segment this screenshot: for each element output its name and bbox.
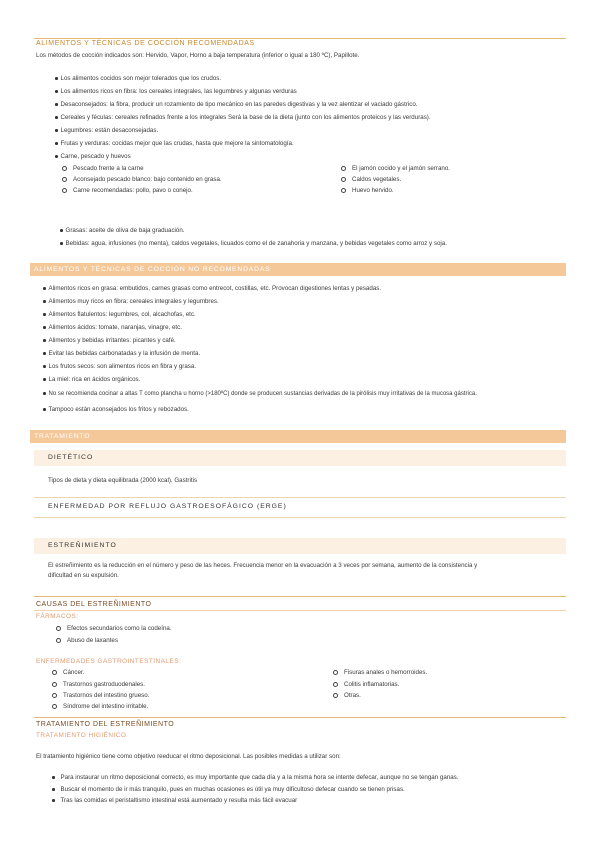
list-item: No se recomienda cocinar a altas T como plancha u horno (>180ºC) donde se producen sustancias derivadas de la pirólisis muy irritativas de la mucosa gástrica. <box>43 390 477 398</box>
enfermedades-label: ENFERMEDADES GASTROINTESTINALES: <box>36 658 182 665</box>
bullet-icon <box>43 352 46 355</box>
treatment-estr-title: TRATAMIENTO DEL ESTREÑIMIENTO <box>36 721 175 728</box>
list-item: Bebidas: agua, infusiones (no menta), caldos vegetales, licuados como el de zanahoria y manzana, y bebidas vegetales como arroz y soja. <box>60 240 447 248</box>
circle-bullet-icon <box>52 693 57 698</box>
list-item: Cereales y féculas: cereales refinados frente a los integrales Será la base de la dieta (junto con los alimentos proteicos y las verduras). <box>55 114 431 122</box>
list-item: Alimentos ricos en grasa: embutidos, carnes grasas como entrecot, costillas, etc. Provocan digestiones lentas y pesadas. <box>43 285 381 293</box>
sub-list-item: Trastornos gastroduodenales. <box>52 681 145 689</box>
circle-bullet-icon <box>341 177 346 182</box>
list-item: Los frutos secos: son alimentos ricos en fibra y grasa. <box>43 363 196 371</box>
sub-list-item: Otras. <box>333 692 361 700</box>
bullet-icon <box>43 378 46 381</box>
bullet-icon <box>55 142 58 145</box>
list-item: Los alimentos cocidos son mejor tolerados que los crudos. <box>55 75 221 83</box>
list-item: Buscar el momento de ir más tranquilo, pues en muchas ocasiones es útil ya muy dificultoso defecar cuando se tienen prisas. <box>52 786 405 794</box>
list-item: Los alimentos ricos en fibra: los cereales integrales, las legumbres y algunas verduras <box>55 88 297 96</box>
section-band-not-recommended <box>30 263 566 276</box>
sub-list-item: Aconsejado pescado blanco: bajo contenido en grasa. <box>62 176 222 184</box>
section-title-recommended: ALIMENTOS Y TÉCNICAS DE COCCIÓN RECOMENDADAS <box>36 40 255 47</box>
sub-list-item: Caldos vegetales. <box>341 176 401 184</box>
sub-list-item: Carne recomendadas: pollo, pavo o conejo. <box>62 187 193 195</box>
list-item: Carne, pescado y huevos <box>55 153 131 161</box>
bullet-icon <box>43 365 46 368</box>
circle-bullet-icon <box>52 682 57 687</box>
circle-bullet-icon <box>341 166 346 171</box>
section-title-not-recommended: ALIMENTOS Y TÉCNICAS DE COCCIÓN NO RECOMENDADAS <box>34 266 271 273</box>
sub-list-item: Efectos secundarios como la codeína. <box>56 625 172 633</box>
sub-list-item: Trastornos del intestino grueso. <box>52 692 149 700</box>
list-item: Desaconsejados: la fibra, producir un rozamiento de tipo mecánico en las paredes digestivas y la vez alentizar el vaciado gástrico. <box>55 101 418 109</box>
list-item: Alimentos flatulentos: legumbres, col, alcachofas, etc. <box>43 311 196 319</box>
circle-bullet-icon <box>341 188 346 193</box>
list-item: Grasas: aceite de oliva de baja graduación. <box>60 227 185 235</box>
bullet-icon <box>43 339 46 342</box>
section-divider <box>34 38 566 39</box>
list-item: Alimentos y bebidas irritantes: picantes y café. <box>43 337 176 345</box>
dietetico-text: Tipos de dieta y dieta equilibrada (2000 kcal). Gastritis <box>48 477 198 484</box>
bullet-icon <box>60 229 63 232</box>
list-item: Alimentos muy ricos en fibra: cereales integrales y legumbres. <box>43 298 219 306</box>
section-divider <box>34 596 566 597</box>
bullet-icon <box>43 326 46 329</box>
bullet-icon <box>60 242 63 245</box>
bullet-icon <box>55 155 58 158</box>
circle-bullet-icon <box>333 682 338 687</box>
circle-bullet-icon <box>333 693 338 698</box>
circle-bullet-icon <box>333 670 338 675</box>
sub-list-item: Cáncer. <box>52 669 84 677</box>
bullet-icon <box>43 313 46 316</box>
section-divider <box>34 610 566 611</box>
circle-bullet-icon <box>56 638 61 643</box>
circle-bullet-icon <box>62 188 67 193</box>
list-item: Tras las comidas el peristaltismo intestinal está aumentado y resulta más fácil evacuar <box>52 797 297 805</box>
bullet-icon <box>43 392 46 395</box>
treatment-estr-intro: El tratamiento higiénico tiene como objetivo reeducar el ritmo deposicional. Las posibles medidas a utilizar son: <box>36 753 341 760</box>
bullet-icon <box>52 799 55 802</box>
subsection-title-dietetico: DIETÉTICO <box>48 454 94 461</box>
bullet-icon <box>43 287 46 290</box>
circle-bullet-icon <box>56 626 61 631</box>
list-item: Tampoco están aconsejados los fritos y rebozados. <box>43 406 189 414</box>
list-item: Alimentos ácidos: tomate, naranjas, vinagre, etc. <box>43 324 182 332</box>
circle-bullet-icon <box>52 670 57 675</box>
circle-bullet-icon <box>62 166 67 171</box>
subsection-band-dietetico <box>34 450 566 466</box>
list-item: Evitar las bebidas carbonatadas y la infusión de menta. <box>43 350 200 358</box>
causes-title: CAUSAS DEL ESTREÑIMIENTO <box>36 601 152 608</box>
section-divider <box>34 717 566 718</box>
section-divider <box>34 497 566 498</box>
bullet-icon <box>55 129 58 132</box>
sub-list-item: Abuso de laxantes <box>56 637 118 645</box>
circle-bullet-icon <box>52 704 57 709</box>
sub-list-item: Pescado frente a la carne <box>62 165 144 173</box>
sub-list-item: Fisuras anales o hemorroides. <box>333 669 427 677</box>
bullet-icon <box>55 90 58 93</box>
sub-list-item: Huevo hervido. <box>341 187 394 195</box>
bullet-icon <box>55 77 58 80</box>
subsection-title-estrenimiento: ESTREÑIMIENTO <box>48 542 117 549</box>
estrenimiento-text-line-2: dificultad en su expulsión. <box>48 572 119 579</box>
intro-paragraph: Los métodos de cocción indicados son: Hervido, Vapor, Horno a baja temperatura (inferior o igual a 180 ºC), Papillote. <box>36 52 360 59</box>
sub-list-item: Colitis inflamatorias. <box>333 681 399 689</box>
farmacos-label: FÁRMACOS: <box>36 613 79 620</box>
sub-list-item: Síndrome del intestino irritable. <box>52 703 148 711</box>
bullet-icon <box>52 788 55 791</box>
list-item: La miel: rica en ácidos orgánicos. <box>43 376 140 384</box>
section-divider <box>34 517 566 518</box>
subsection-band-estrenimiento <box>34 538 566 554</box>
bullet-icon <box>55 103 58 106</box>
list-item: Frutas y verduras: cocidas mejor que las crudas, hasta que mejore la sintomatología. <box>55 140 294 148</box>
bullet-icon <box>55 116 58 119</box>
list-item: Para instaurar un ritmo deposicional correcto, es muy importante que cada día y a la misma hora se intente defecar, aunque no se tengan ganas. <box>52 774 458 782</box>
list-item: Legumbres: están desaconsejadas. <box>55 127 158 135</box>
section-title-treatment: TRATAMIENTO <box>34 433 91 440</box>
treatment-estr-subtitle: TRATAMIENTO HIGIÉNICO <box>36 732 127 739</box>
subsection-title-erge: ENFERMEDAD POR REFLUJO GASTROESOFÁGICO (ERGE) <box>48 503 287 510</box>
circle-bullet-icon <box>62 177 67 182</box>
bullet-icon <box>43 300 46 303</box>
bullet-icon <box>43 408 46 411</box>
estrenimiento-text-line-1: El estreñimiento es la reducción en el número y peso de las heces. Frecuencia menor en la evacuación a 3 veces por semana, aumento de la consistencia y <box>48 562 478 569</box>
bullet-icon <box>52 776 55 779</box>
section-band-treatment <box>30 430 566 443</box>
sub-list-item: El jamón cocido y el jamón serrano. <box>341 165 450 173</box>
